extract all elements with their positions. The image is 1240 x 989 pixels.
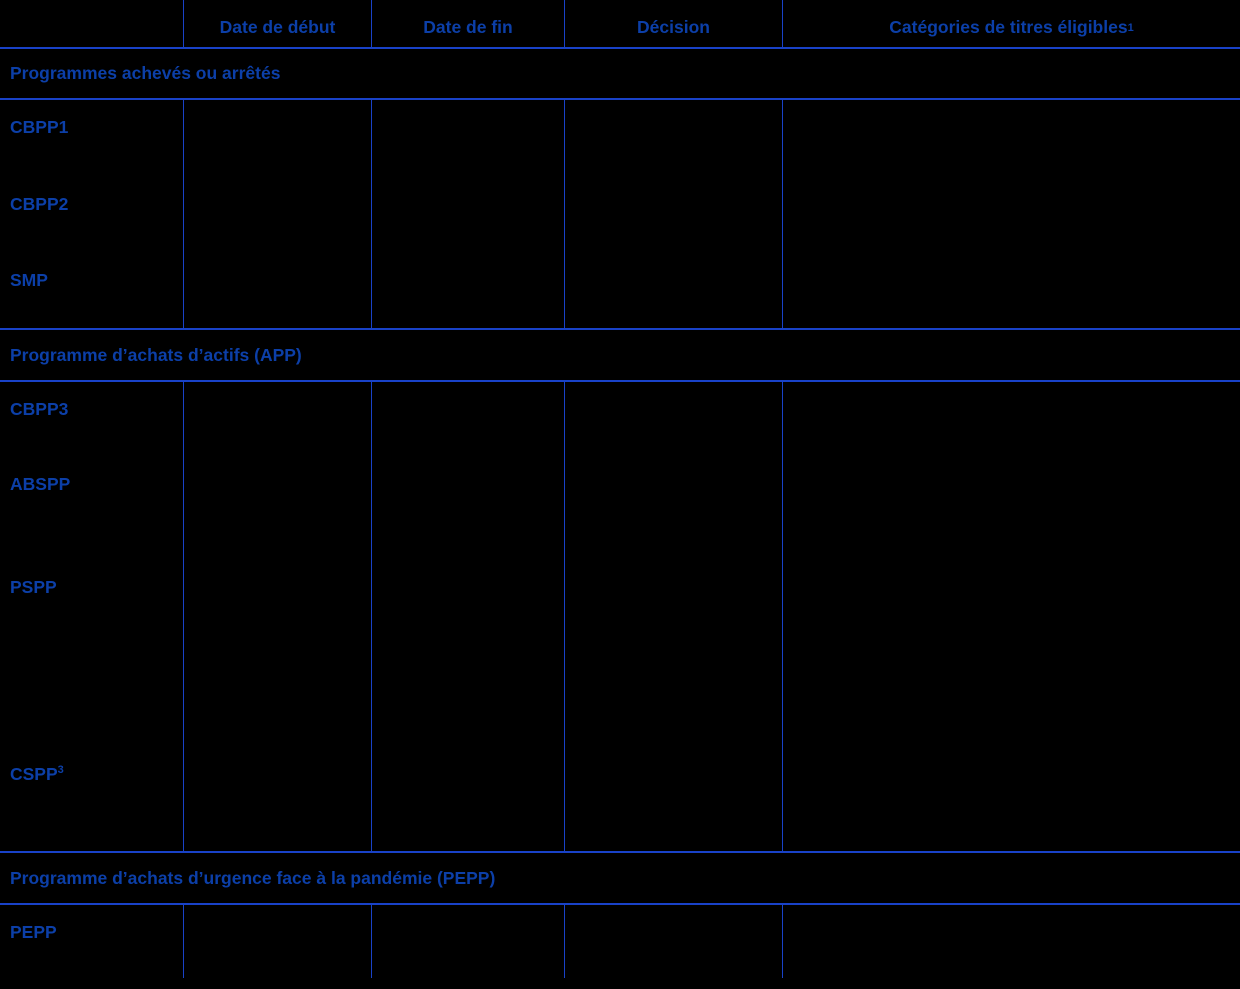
cell-abspp-date-fin bbox=[371, 457, 564, 560]
cell-cbpp3-categories bbox=[782, 382, 1240, 457]
table-row-cbpp3 bbox=[0, 382, 1240, 457]
cspp-label-text: CSPP bbox=[10, 764, 58, 784]
cell-cbpp2-decision bbox=[564, 177, 782, 253]
cell-pspp-categories bbox=[782, 560, 1240, 747]
block-programmes-acheves bbox=[0, 100, 1240, 330]
header-cell-date-debut: Date de début bbox=[183, 0, 371, 47]
cell-cbpp1-date-fin bbox=[371, 100, 564, 177]
cell-cbpp2-categories bbox=[782, 177, 1240, 253]
cell-abspp-categories bbox=[782, 457, 1240, 560]
table-row-cspp bbox=[0, 747, 1240, 851]
cell-cbpp3-decision bbox=[564, 382, 782, 457]
table-row-abspp bbox=[0, 457, 1240, 560]
cell-cbpp1-decision bbox=[564, 100, 782, 177]
cell-smp-date-debut bbox=[183, 253, 371, 328]
section-header-pepp: Programme d’achats d’urgence face à la pandémie (PEPP) bbox=[0, 853, 1240, 905]
row-label-pspp: PSPP bbox=[10, 577, 57, 597]
table-row-pspp bbox=[0, 560, 1240, 747]
table-row-cbpp1 bbox=[0, 100, 1240, 177]
cell-abspp-decision bbox=[564, 457, 782, 560]
cell-pspp-date-fin bbox=[371, 560, 564, 747]
header-cell-empty bbox=[0, 0, 183, 47]
table-header-row bbox=[0, 0, 1240, 49]
table-row-cbpp2 bbox=[0, 177, 1240, 253]
row-label-cbpp2: CBPP2 bbox=[10, 194, 69, 214]
header-cell-categories-titres: Catégories de titres éligibles 1 bbox=[782, 0, 1240, 47]
cell-pepp-date-debut bbox=[183, 905, 371, 978]
row-label-cbpp1: CBPP1 bbox=[10, 117, 69, 137]
cell-cspp-decision bbox=[564, 747, 782, 851]
cell-pspp-decision bbox=[564, 560, 782, 747]
cell-cbpp3-date-fin bbox=[371, 382, 564, 457]
cell-cbpp2-date-fin bbox=[371, 177, 564, 253]
header-cell-date-fin: Date de fin bbox=[371, 0, 564, 47]
cell-cbpp3-date-debut bbox=[183, 382, 371, 457]
row-label-abspp: ABSPP bbox=[10, 474, 71, 494]
cell-cbpp1-date-debut bbox=[183, 100, 371, 177]
row-label-pepp: PEPP bbox=[10, 922, 57, 942]
cell-smp-decision bbox=[564, 253, 782, 328]
table-row-smp bbox=[0, 253, 1240, 328]
table-bottom-gap bbox=[0, 978, 1240, 989]
cell-smp-date-fin bbox=[371, 253, 564, 328]
cell-pepp-categories bbox=[782, 905, 1240, 978]
cell-cspp-date-fin bbox=[371, 747, 564, 851]
cspp-footnote-3: 3 bbox=[57, 764, 64, 777]
row-label-smp: SMP bbox=[10, 270, 48, 290]
block-pepp bbox=[0, 905, 1240, 978]
table-row-pepp bbox=[0, 905, 1240, 978]
row-label-cspp bbox=[0, 747, 183, 851]
cell-cbpp1-categories bbox=[782, 100, 1240, 177]
cell-cspp-categories bbox=[782, 747, 1240, 851]
section-header-programmes-acheves: Programmes achevés ou arrêtés bbox=[0, 49, 1240, 100]
cell-pspp-date-debut bbox=[183, 560, 371, 747]
cell-pepp-decision bbox=[564, 905, 782, 978]
section-header-app: Programme d’achats d’actifs (APP) bbox=[0, 330, 1240, 382]
cell-cbpp2-date-debut bbox=[183, 177, 371, 253]
row-label-cbpp3: CBPP3 bbox=[10, 399, 69, 419]
cell-smp-categories bbox=[782, 253, 1240, 328]
block-app bbox=[0, 382, 1240, 853]
cell-pepp-date-fin bbox=[371, 905, 564, 978]
cell-cspp-date-debut bbox=[183, 747, 371, 851]
cell-abspp-date-debut bbox=[183, 457, 371, 560]
header-categories-label: Catégories de titres éligibles bbox=[889, 17, 1128, 37]
header-cell-decision: Décision bbox=[564, 0, 782, 47]
